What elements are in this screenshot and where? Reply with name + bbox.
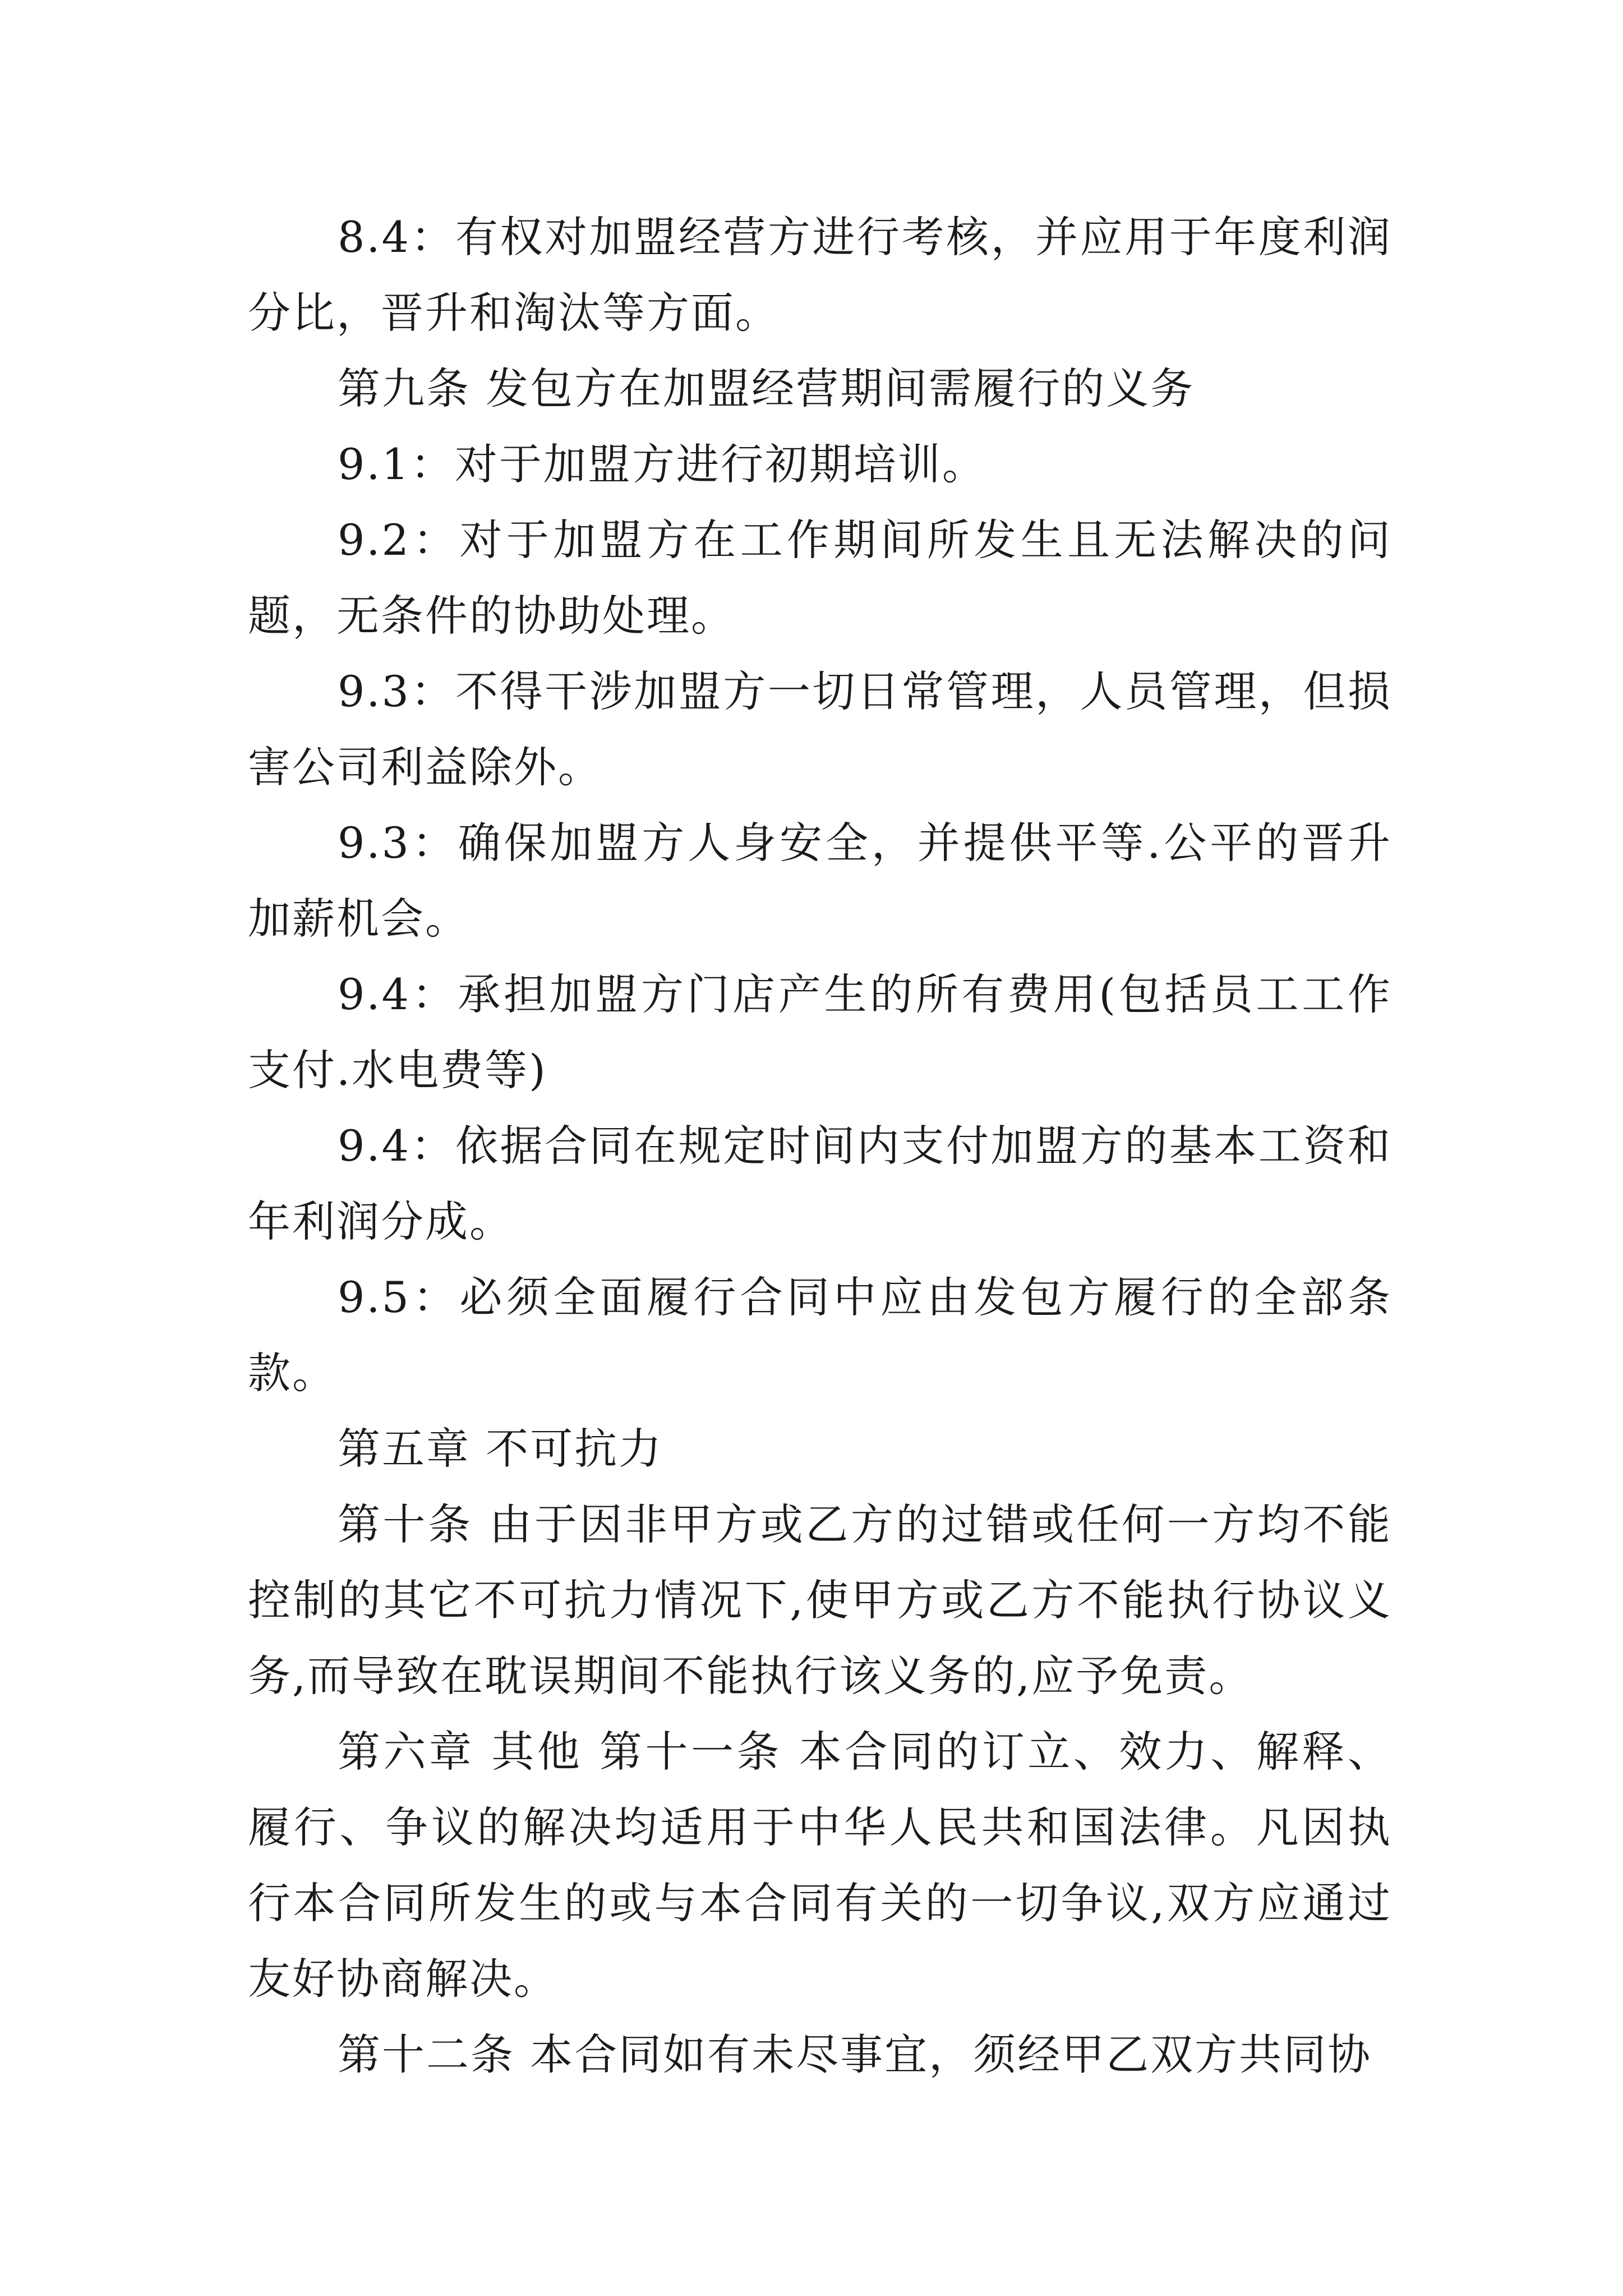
paragraph-9-1: 9.1：对于加盟方进行初期培训。 [338, 439, 986, 489]
paragraph-9-4-a: 9.4：承担加盟方门店产生的所有费用(包括员工工作支付.水电费等) [248, 969, 1392, 1095]
document-body [248, 199, 1392, 2092]
article-12: 第十二条 本合同如有未尽事宜，须经甲乙双方共同协 [338, 2030, 1372, 2079]
chapter-6-article-11: 第六章 其他 第十一条 本合同的订立、效力、解释、履行、争议的解决均适用于中华人民共和国法律。凡因执行本合同所发生的或与本合同有关的一切争议,双方应通过友好协商解决。 [248, 1727, 1392, 2004]
chapter-5-heading: 第五章 不可抗力 [338, 1424, 663, 1474]
paragraph-9-5: 9.5：必须全面履行合同中应由发包方履行的全部条款。 [248, 1272, 1392, 1398]
article-9-heading: 第九条 发包方在加盟经营期间需履行的义务 [338, 364, 1195, 413]
paragraph-9-2: 9.2：对于加盟方在工作期间所发生且无法解决的问题，无条件的协助处理。 [248, 515, 1392, 641]
paragraph-9-3-a: 9.3：不得干涉加盟方一切日常管理，人员管理，但损害公司利益除外。 [248, 666, 1392, 792]
paragraph-9-4-b: 9.4：依据合同在规定时间内支付加盟方的基本工资和年利润分成。 [248, 1121, 1392, 1246]
paragraph-8-4: 8.4：有权对加盟经营方进行考核，并应用于年度利润分比，晋升和淘汰等方面。 [248, 212, 1392, 338]
article-10: 第十条 由于因非甲方或乙方的过错或任何一方均不能控制的其它不可抗力情况下,使甲方或乙方不能执行协议义务,而导致在耽误期间不能执行该义务的,应予免责。 [248, 1499, 1392, 1701]
paragraph-9-3-b: 9.3：确保加盟方人身安全，并提供平等.公平的晋升加薪机会。 [248, 818, 1392, 944]
